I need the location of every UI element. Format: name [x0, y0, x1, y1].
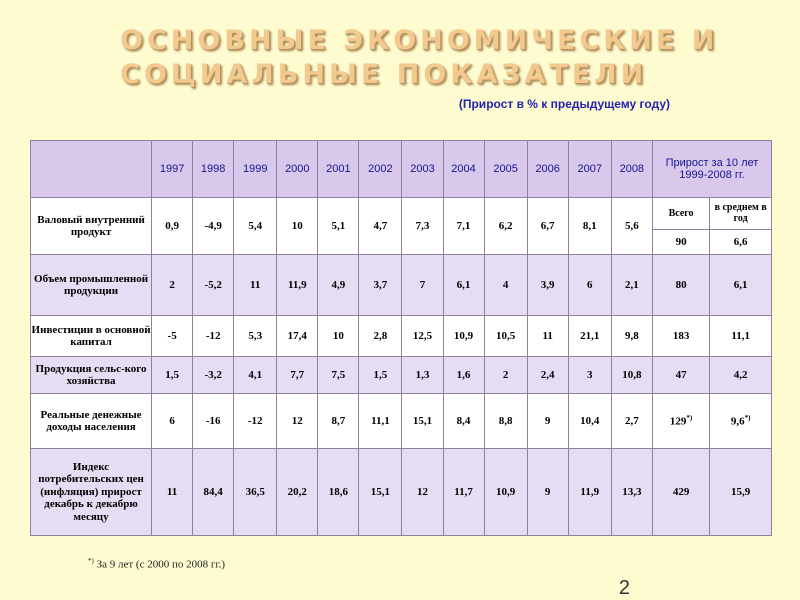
table-cell: 2,4 [527, 357, 568, 394]
table-cell: 7,5 [318, 357, 359, 394]
table-cell: 8,8 [484, 394, 527, 449]
year-header: 2003 [402, 141, 443, 198]
growth-avg: 6,6 [710, 229, 772, 254]
year-header: 2002 [359, 141, 402, 198]
table-cell: 4,9 [318, 255, 359, 316]
year-header: 2007 [568, 141, 611, 198]
table-cell: 10,8 [611, 357, 652, 394]
table-cell: 21,1 [568, 316, 611, 357]
year-header: 2000 [277, 141, 318, 198]
growth-avg-value: 9,6 [730, 415, 745, 428]
row-label: Объем промышленной продукции [31, 255, 152, 316]
table-cell: 1,3 [402, 357, 443, 394]
table-cell: -12 [234, 394, 277, 449]
table-row [31, 198, 772, 230]
footnote-marker: *) [744, 414, 751, 423]
title-line-1: ОСНОВНЫЕ ЭКОНОМИЧЕСКИЕ И [120, 25, 719, 56]
growth-total: 80 [652, 255, 709, 316]
year-header: 2005 [484, 141, 527, 198]
growth-avg: 11,1 [710, 316, 772, 357]
table-cell: 9,8 [611, 316, 652, 357]
table-cell: 12 [277, 394, 318, 449]
table-cell: 7,7 [277, 357, 318, 394]
table-row [31, 449, 772, 536]
growth-total [652, 394, 709, 449]
table-cell: 5,3 [234, 316, 277, 357]
growth-avg [710, 394, 772, 449]
table-cell: 2,7 [611, 394, 652, 449]
page-number: 2 [618, 577, 630, 599]
table-cell: -12 [193, 316, 234, 357]
footnote-text: За 9 лет (с 2000 по 2008 гг.) [93, 558, 226, 571]
growth-total: 47 [652, 357, 709, 394]
growth-avg: 6,1 [710, 255, 772, 316]
table-cell: 2,1 [611, 255, 652, 316]
slide-title [120, 24, 720, 92]
table-cell: 11,9 [568, 449, 611, 536]
title-line-2: СОЦИАЛЬНЫЕ ПОКАЗАТЕЛИ [120, 59, 648, 90]
table-subtitle: (Прирост в % к предыдущему году) [458, 97, 670, 111]
table-cell: 17,4 [277, 316, 318, 357]
table-cell: -3,2 [193, 357, 234, 394]
growth-total: 90 [652, 229, 709, 254]
growth-total: 183 [652, 316, 709, 357]
year-header: 1998 [193, 141, 234, 198]
row-label: Реальные денежные доходы населения [31, 394, 152, 449]
table-cell: 13,3 [611, 449, 652, 536]
header-corner [31, 141, 152, 198]
table-cell: 10,9 [443, 316, 484, 357]
table-cell: 8,4 [443, 394, 484, 449]
table-cell: 15,1 [359, 449, 402, 536]
footnote-marker: *) [686, 414, 693, 423]
growth-total-value: 129 [669, 415, 687, 428]
table-cell: 11 [152, 449, 193, 536]
table-row [31, 255, 772, 316]
year-header: 2008 [611, 141, 652, 198]
table-cell: 4 [484, 255, 527, 316]
year-header: 2004 [443, 141, 484, 198]
table-cell: 7,1 [443, 198, 484, 255]
year-header: 1999 [234, 141, 277, 198]
table-cell: -16 [193, 394, 234, 449]
table-cell: 12 [402, 449, 443, 536]
table-cell: -5,2 [193, 255, 234, 316]
table-cell: 0,9 [152, 198, 193, 255]
table-cell: 4,1 [234, 357, 277, 394]
table-cell: 8,1 [568, 198, 611, 255]
table-cell: 5,1 [318, 198, 359, 255]
table-cell: 10 [277, 198, 318, 255]
table-cell: 6,2 [484, 198, 527, 255]
table-cell: 5,6 [611, 198, 652, 255]
row-label: Продукция сельс-кого хозяйства [31, 357, 152, 394]
table-cell: 15,1 [402, 394, 443, 449]
table-cell: 11,7 [443, 449, 484, 536]
table-cell: 1,5 [152, 357, 193, 394]
year-header: 2001 [318, 141, 359, 198]
growth-avg: 15,9 [710, 449, 772, 536]
table-cell: 10,9 [484, 449, 527, 536]
growth-avg: 4,2 [710, 357, 772, 394]
table-cell: 10 [318, 316, 359, 357]
table-cell: 8,7 [318, 394, 359, 449]
table-cell: -5 [152, 316, 193, 357]
table-cell: 10,4 [568, 394, 611, 449]
row-label: Индекс потребительских цен (инфляция) прирост декабрь к декабрю месяцу [31, 449, 152, 536]
row-label: Валовый внутренний продукт [31, 198, 152, 255]
table-cell: 11 [234, 255, 277, 316]
table-cell: 11 [527, 316, 568, 357]
table-cell: 84,4 [193, 449, 234, 536]
table-cell: 36,5 [234, 449, 277, 536]
header-row [31, 141, 772, 198]
table-row [31, 316, 772, 357]
table-cell: 2,8 [359, 316, 402, 357]
table-cell: 3,9 [527, 255, 568, 316]
table-cell: 1,5 [359, 357, 402, 394]
table-cell: 9 [527, 449, 568, 536]
growth-total: 429 [652, 449, 709, 536]
table-cell: 5,4 [234, 198, 277, 255]
table-cell: 1,6 [443, 357, 484, 394]
table-cell: 2 [152, 255, 193, 316]
footnote-marker: *) [88, 557, 94, 565]
table-cell: 11,1 [359, 394, 402, 449]
table-cell: 6 [568, 255, 611, 316]
table-cell: 4,7 [359, 198, 402, 255]
growth-total-header: Всего [652, 198, 709, 230]
table-cell: 3,7 [359, 255, 402, 316]
table-cell: 9 [527, 394, 568, 449]
table-cell: -4,9 [193, 198, 234, 255]
table-cell: 6 [152, 394, 193, 449]
indicators-table [30, 140, 772, 536]
year-header: 1997 [152, 141, 193, 198]
table-row [31, 357, 772, 394]
growth-avg-header: в среднем в год [710, 198, 772, 230]
table-cell: 7 [402, 255, 443, 316]
growth-header: Прирост за 10 лет 1999-2008 гг. [652, 141, 771, 198]
table-cell: 20,2 [277, 449, 318, 536]
table-cell: 10,5 [484, 316, 527, 357]
row-label: Инвестиции в основной капитал [31, 316, 152, 357]
table-cell: 6,1 [443, 255, 484, 316]
table-row [31, 394, 772, 449]
year-header: 2006 [527, 141, 568, 198]
table-cell: 7,3 [402, 198, 443, 255]
table-cell: 12,5 [402, 316, 443, 357]
table-cell: 18,6 [318, 449, 359, 536]
table-cell: 6,7 [527, 198, 568, 255]
footnote [88, 557, 225, 571]
table-cell: 3 [568, 357, 611, 394]
table-cell: 11,9 [277, 255, 318, 316]
table-cell: 2 [484, 357, 527, 394]
